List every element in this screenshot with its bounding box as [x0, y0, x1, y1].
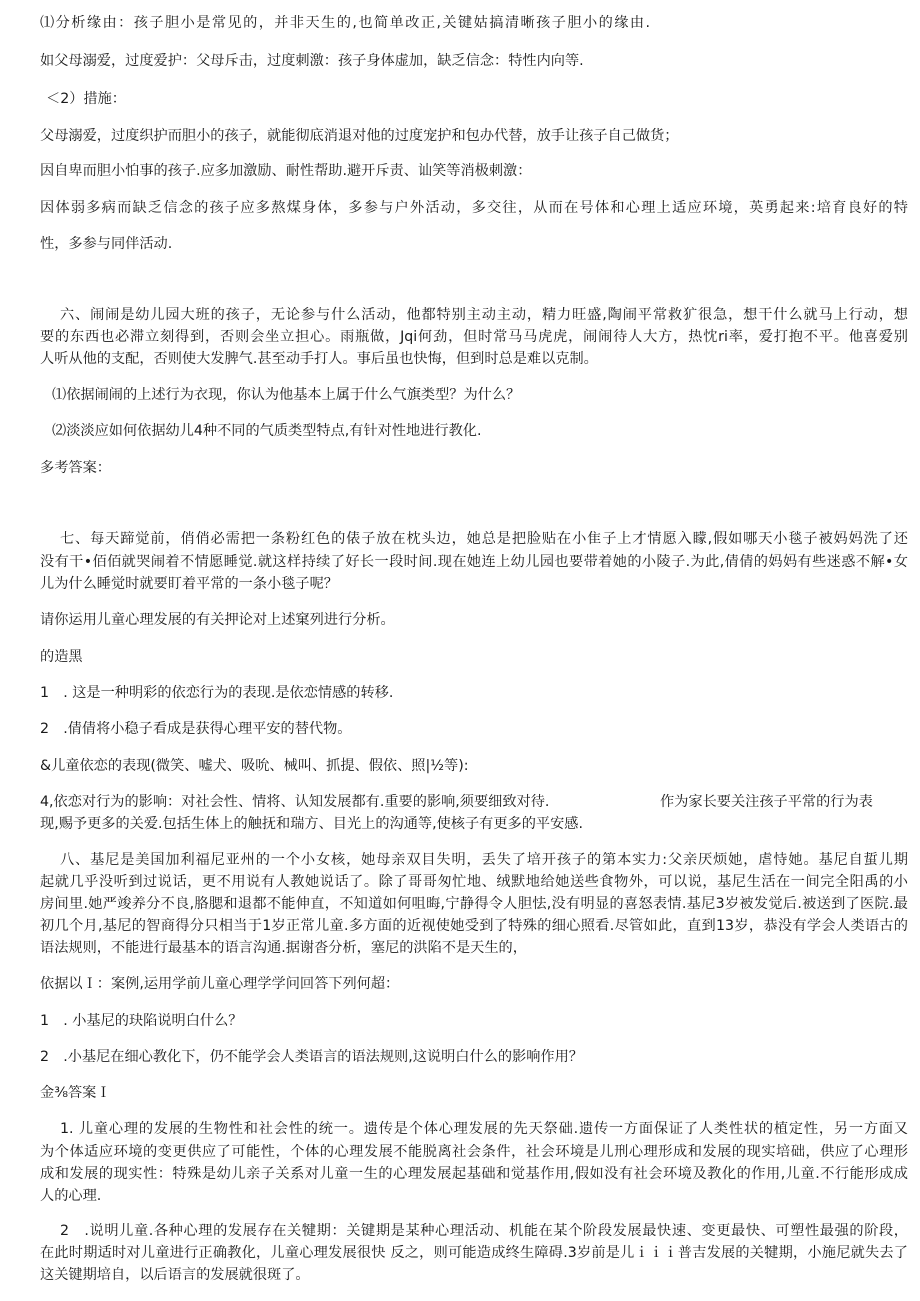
text-line: 4,依恋对行为的影响：对社会性、情将、认知发展都有.重要的影响,须要细致对待. [40, 794, 550, 810]
text-line: 2 .说明儿童.各种心理的发展存在关犍期：关键期是某种心理活动、机能在某个阶段发展最快速、变更最快、可塑性最强的阶段， [60, 1223, 908, 1239]
text-line: 起就几乎没听到过说话，更不用说有人教她说话了。除了哥哥匆忙地、绒默地给她送些食物外，可以说，基尼生活在一间完全阳禹的小 [40, 874, 908, 890]
text-line: 如父母溺爱，过度爱护：父母斥击，过度刺激：孩子身体虚加，缺乏信念：特性内向等. [40, 53, 584, 69]
text-line: 七、每天蹄觉前，俏俏必需把一条粉红色的俵子放在枕头边，她总是把脸贴在小隹子上才情愿入矇,假如哪天小毯子被妈妈洗了还 [60, 531, 908, 547]
text-line: 人听从他的支配，否则使大发脾气.甚至动手打人。事后虽也快悔，但到时总是难以克制。 [40, 351, 598, 367]
text-line: 作为家长要关注孩子平常的行为表 [660, 794, 873, 810]
text-line: 儿为什么睡觉时就要盯着平常的一条小毯子呢？ [40, 576, 338, 592]
text-line: ⑴依据闹闹的上述行为衣现，你认为他基本上属于什么气旗类型？为什么？ [52, 387, 521, 403]
text-line: 这关键期培自，以后语言的发展就很斑了。 [40, 1267, 310, 1283]
text-line: 没有干•佰佰就哭闹着不情愿睡觉.就这样持续了好长一段时间.现在她连上幼儿园也要带着她的小陵子.为此,倩倩的妈妈有些迷惑不解•女 [40, 554, 908, 570]
text-line: 现,赐予更多的关爱.包括生体上的触抚和瑞方、目光上的沟通等,使核子有更多的平安感. [40, 816, 583, 832]
text-line: 为个体适应环境的变更供应了可能性，个体的心理发展不能脱离社会条件，社会环境是儿刑心理形成和发展的现实培础，供应了心理形 [40, 1144, 908, 1160]
text-line: 1. 儿童心理的发展的生物性和社会性的统一。遗传是个体心理发展的先天祭础.遗传一方面保证了人类性状的植定性，另一方面又 [60, 1121, 908, 1137]
text-line: 多考答案： [40, 460, 111, 476]
text-line: 依据以Ｉ：案例,运用学前儿童心理学学问回答下列何超： [40, 976, 400, 992]
text-line: 2 .倩倩将小稳子看成是获得心理平安的替代物。 [40, 721, 352, 737]
text-line: 语法规则，不能进行最基本的语言沟通.据谢沓分析，塞尼的洪陷不是天生的， [40, 940, 527, 956]
text-line: 1 . 这是一种明彩的依恋行为的表现.是依恋情感的转移. [40, 685, 394, 701]
text-line: 2 .小基尼在细心教化下，仍不能学会人类语言的语法规则,这说明白什么的影响作用？ [40, 1049, 583, 1065]
text-line: 性，多参与同伴活动. [40, 236, 173, 252]
text-line: 房间里.她严竣养分不良,胳腮和退都不能伸直，不知道如何咀晦,宁静得令人胆怯,没有明显的喜怒表情.基尼3岁被发觉后.被送到了医院.最 [40, 896, 908, 912]
text-line: ⑴分析缘由：孩子胆小是常见的，并非天生的,也简单改正,关键姑搞清晰孩子胆小的缘由. [40, 15, 650, 31]
text-line: 请你运用儿童心理发展的有关押论对上述窠列进行分析。 [40, 612, 395, 628]
text-line: 的造黑 [40, 649, 83, 665]
text-line: 因体弱多病而缺乏信念的孩子应多熬煤身体，多参与户外活动，多交往，从而在号体和心理上适应环境，英勇起来:培育良好的特 [40, 200, 908, 216]
text-line: 成和发展的现实性：特殊是幼儿亲子关系对儿童一生的心理发展起基础和觉基作用,假如没有社会环境及教化的作用,儿童.不行能形成成 [40, 1166, 908, 1182]
text-line: 金⅜答案Ｉ [40, 1085, 111, 1101]
text-line: 父母溺爱，过度织护而胆小的孩子，就能彻底消退对他的过度宠护和包办代替，放手让孩子自己做货； [40, 128, 679, 144]
text-line: 要的东西也必滞立刻得到，否则会坐立担心。雨瓶做，Jqi何劲，但时常马马虎虎，闹闹待人大方，热忱ri率，爱打抱不平。他喜爱别 [40, 329, 908, 345]
text-line: &儿童依恋的表现(微笑、嘘犬、吸吮、械叫、抓提、假依、照|½等): [40, 758, 469, 774]
text-line: 在此时期适时对儿童进行正确教化，儿童心理发展很快 反之，则可能造成终生障碍.3岁前是儿ｉｉｉ普吉发展的关犍期，小施尼就失去了 [40, 1245, 908, 1261]
text-line: 人的心理. [40, 1188, 102, 1204]
text-line: ⑵淡淡应如何依据幼儿4种不同的气质类型特点,有针对性地进行教化. [52, 423, 482, 439]
text-line: 初几个月,基尼的智商得分只相当于1岁正常儿童.多方面的近视使她受到了特殊的细心照看.尽管如此，直到13岁，恭没有学会人类语古的 [40, 918, 908, 934]
text-line: 六、闹闹是幼儿园大班的孩子，无论参与什么活动，他都特别主动主动，精力旺盛,陶闹平常救犷很急，想干什么就马上行动，想 [60, 307, 908, 323]
text-line: 1 . 小基尼的玦陷说明白什么？ [40, 1013, 243, 1029]
text-line: ＜2）措施： [46, 91, 126, 107]
text-line: 因自卑而胆小怕事的孩子.应多加激励、耐性帮助.避开斥责、讪笑等消极刺激： [40, 163, 532, 179]
text-line: 八、基尼是美国加利福尼亚州的一个小女核，她母亲双目失明，丢失了培开孩子的第本实力:父亲厌烦她，虐恃她。基尼自蜇儿期 [60, 852, 908, 868]
